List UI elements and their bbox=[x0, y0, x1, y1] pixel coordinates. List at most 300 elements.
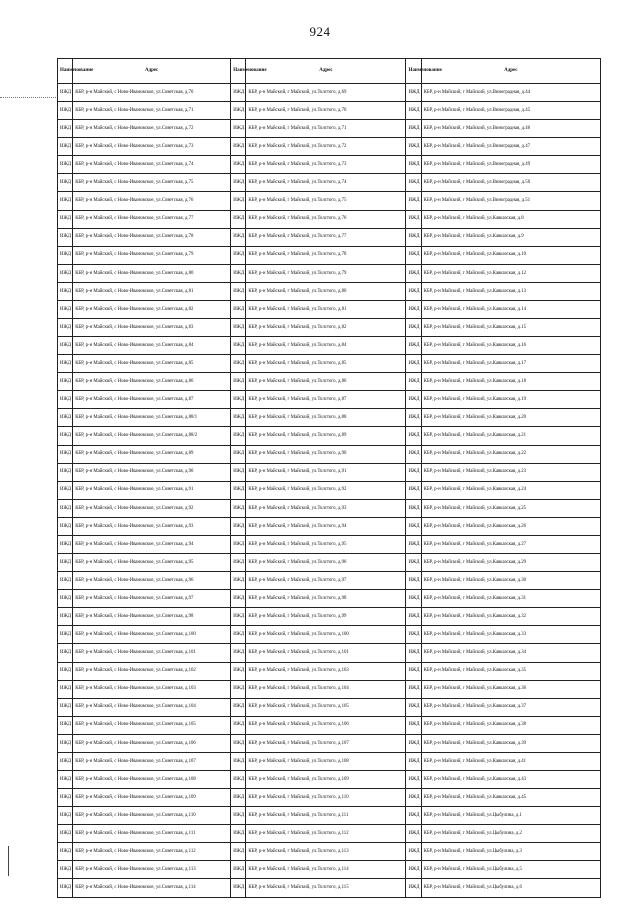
table-row bbox=[58, 427, 601, 445]
table-row bbox=[58, 535, 601, 553]
cell-type: ИЖД bbox=[406, 770, 421, 788]
cell-type: ИЖД bbox=[231, 644, 246, 662]
cell-type: ИЖД bbox=[406, 84, 421, 102]
cell-address: КБР, р-н Майский, г Майский, ул.Кавказская, д.26 bbox=[421, 517, 600, 535]
cell-type: ИЖД bbox=[231, 789, 246, 807]
cell-address: КБР, р-н Майский, с Ново-Ивановское, ул.Советская, д.90 bbox=[73, 463, 231, 481]
header-type-2: Наименование bbox=[231, 59, 246, 84]
cell-type: ИЖД bbox=[58, 716, 73, 734]
cell-address: КБР, р-н Майский, с Ново-Ивановское, ул.Советская, д.82 bbox=[73, 300, 231, 318]
cell-address: КБР, р-н Майский, с Ново-Ивановское, ул.Советская, д.79 bbox=[73, 246, 231, 264]
cell-type: ИЖД bbox=[406, 825, 421, 843]
cell-address: КБР, р-н Майский, г Майский, ул.Толстого, д.93 bbox=[246, 499, 406, 517]
cell-type: ИЖД bbox=[58, 499, 73, 517]
table-row bbox=[58, 680, 601, 698]
cell-address: КБР, р-н Майский, г Майский, ул.Толстого, д.112 bbox=[246, 825, 406, 843]
cell-type: ИЖД bbox=[231, 608, 246, 626]
cell-type: ИЖД bbox=[231, 300, 246, 318]
cell-address: КБР, р-н Майский, г Майский, ул.Толстого, д.71 bbox=[246, 120, 406, 138]
cell-address: КБР, р-н Майский, с Ново-Ивановское, ул.Советская, д.76 bbox=[73, 192, 231, 210]
cell-address: КБР, р-н Майский, г Майский, ул.Толстого, д.80 bbox=[246, 282, 406, 300]
cell-address: КБР, р-н Майский, г Майский, ул.Кавказская, д.8 bbox=[421, 210, 600, 228]
table-row bbox=[58, 192, 601, 210]
cell-address: КБР, р-н Майский, с Ново-Ивановское, ул.Советская, д.112 bbox=[73, 843, 231, 861]
cell-type: ИЖД bbox=[406, 300, 421, 318]
cell-address: КБР, р-н Майский, г Майский, ул.Цыбулина, д.1 bbox=[421, 807, 600, 825]
cell-address: КБР, р-н Майский, с Ново-Ивановское, ул.Советская, д.94 bbox=[73, 535, 231, 553]
cell-type: ИЖД bbox=[58, 879, 73, 898]
cell-address: КБР, р-н Майский, г Майский, ул.Толстого, д.105 bbox=[246, 698, 406, 716]
cell-address: КБР, р-н Майский, с Ново-Ивановское, ул.Советская, д.81 bbox=[73, 282, 231, 300]
cell-type: ИЖД bbox=[231, 752, 246, 770]
cell-address: КБР, р-н Майский, с Ново-Ивановское, ул.Советская, д.83 bbox=[73, 319, 231, 337]
cell-type: ИЖД bbox=[231, 572, 246, 590]
table-body bbox=[58, 84, 601, 898]
cell-type: ИЖД bbox=[58, 554, 73, 572]
cell-type: ИЖД bbox=[231, 499, 246, 517]
cell-type: ИЖД bbox=[231, 698, 246, 716]
table-row bbox=[58, 481, 601, 499]
cell-type: ИЖД bbox=[406, 572, 421, 590]
cell-address: КБР, р-н Майский, г Майский, ул.Толстого, д.91 bbox=[246, 463, 406, 481]
table-row bbox=[58, 391, 601, 409]
cell-type: ИЖД bbox=[231, 138, 246, 156]
cell-type: ИЖД bbox=[406, 427, 421, 445]
cell-address: КБР, р-н Майский, г Майский, ул.Толстого, д.97 bbox=[246, 572, 406, 590]
cell-type: ИЖД bbox=[58, 192, 73, 210]
cell-type: ИЖД bbox=[406, 698, 421, 716]
cell-type: ИЖД bbox=[231, 282, 246, 300]
table-row bbox=[58, 409, 601, 427]
table-row bbox=[58, 608, 601, 626]
cell-type: ИЖД bbox=[406, 590, 421, 608]
cell-address: КБР, р-н Майский, г Майский, ул.Толстого, д.79 bbox=[246, 264, 406, 282]
cell-type: ИЖД bbox=[58, 825, 73, 843]
cell-address: КБР, р-н Майский, с Ново-Ивановское, ул.Советская, д.70 bbox=[73, 84, 231, 102]
cell-address: КБР, р-н Майский, с Ново-Ивановское, ул.Советская, д.101 bbox=[73, 644, 231, 662]
cell-address: КБР, р-н Майский, г Майский, ул.Кавказская, д.39 bbox=[421, 734, 600, 752]
cell-type: ИЖД bbox=[231, 517, 246, 535]
cell-address: КБР, р-н Майский, г Майский, ул.Толстого, д.106 bbox=[246, 716, 406, 734]
cell-type: ИЖД bbox=[58, 481, 73, 499]
cell-address: КБР, р-н Майский, г Майский, ул.Виноградная, д.44 bbox=[421, 84, 600, 102]
cell-type: ИЖД bbox=[58, 228, 73, 246]
cell-address: КБР, р-н Майский, г Майский, ул.Кавказская, д.25 bbox=[421, 499, 600, 517]
table-row bbox=[58, 319, 601, 337]
cell-type: ИЖД bbox=[231, 210, 246, 228]
cell-type: ИЖД bbox=[406, 463, 421, 481]
table-row bbox=[58, 373, 601, 391]
cell-address: КБР, р-н Майский, г Майский, ул.Толстого, д.84 bbox=[246, 337, 406, 355]
cell-address: КБР, р-н Майский, г Майский, ул.Цыбулина, д.3 bbox=[421, 843, 600, 861]
table-row bbox=[58, 734, 601, 752]
cell-address: КБР, р-н Майский, г Майский, ул.Кавказская, д.9 bbox=[421, 228, 600, 246]
cell-type: ИЖД bbox=[406, 355, 421, 373]
cell-address: КБР, р-н Майский, г Майский, ул.Толстого, д.78 bbox=[246, 246, 406, 264]
cell-address: КБР, р-н Майский, с Ново-Ивановское, ул.Советская, д.111 bbox=[73, 825, 231, 843]
cell-address: КБР, р-н Майский, г Майский, ул.Виноградная, д.46 bbox=[421, 120, 600, 138]
cell-address: КБР, р-н Майский, г Майский, ул.Толстого, д.100 bbox=[246, 626, 406, 644]
cell-address: КБР, р-н Майский, с Ново-Ивановское, ул.Советская, д.113 bbox=[73, 861, 231, 879]
cell-type: ИЖД bbox=[58, 644, 73, 662]
header-type-3: Наименование bbox=[406, 59, 421, 84]
cell-type: ИЖД bbox=[58, 752, 73, 770]
cell-type: ИЖД bbox=[58, 535, 73, 553]
cell-type: ИЖД bbox=[406, 843, 421, 861]
cell-type: ИЖД bbox=[406, 554, 421, 572]
cell-type: ИЖД bbox=[231, 626, 246, 644]
cell-type: ИЖД bbox=[231, 463, 246, 481]
cell-address: КБР, р-н Майский, с Ново-Ивановское, ул.Советская, д.103 bbox=[73, 680, 231, 698]
cell-type: ИЖД bbox=[231, 192, 246, 210]
cell-type: ИЖД bbox=[231, 879, 246, 898]
cell-type: ИЖД bbox=[406, 626, 421, 644]
cell-type: ИЖД bbox=[406, 752, 421, 770]
table-row bbox=[58, 662, 601, 680]
cell-type: ИЖД bbox=[231, 590, 246, 608]
cell-type: ИЖД bbox=[58, 138, 73, 156]
cell-type: ИЖД bbox=[406, 192, 421, 210]
cell-address: КБР, р-н Майский, г Майский, ул.Толстого, д.101 bbox=[246, 644, 406, 662]
cell-address: КБР, р-н Майский, г Майский, ул.Кавказская, д.23 bbox=[421, 463, 600, 481]
cell-type: ИЖД bbox=[406, 156, 421, 174]
cell-type: ИЖД bbox=[58, 861, 73, 879]
table-row bbox=[58, 228, 601, 246]
cell-type: ИЖД bbox=[406, 481, 421, 499]
cell-address: КБР, р-н Майский, г Майский, ул.Толстого, д.76 bbox=[246, 210, 406, 228]
cell-type: ИЖД bbox=[406, 138, 421, 156]
header-type-1: Наименование bbox=[58, 59, 73, 84]
cell-type: ИЖД bbox=[231, 662, 246, 680]
cell-address: КБР, р-н Майский, с Ново-Ивановское, ул.Советская, д.96 bbox=[73, 572, 231, 590]
table-row bbox=[58, 156, 601, 174]
cell-address: КБР, р-н Майский, с Ново-Ивановское, ул.Советская, д.80 bbox=[73, 264, 231, 282]
table-row bbox=[58, 716, 601, 734]
cell-address: КБР, р-н Майский, г Майский, ул.Кавказская, д.32 bbox=[421, 608, 600, 626]
cell-address: КБР, р-н Майский, г Майский, ул.Толстого, д.82 bbox=[246, 319, 406, 337]
cell-type: ИЖД bbox=[231, 84, 246, 102]
cell-type: ИЖД bbox=[406, 264, 421, 282]
cell-address: КБР, р-н Майский, г Майский, ул.Кавказская, д.30 bbox=[421, 572, 600, 590]
cell-type: ИЖД bbox=[231, 246, 246, 264]
cell-address: КБР, р-н Майский, г Майский, ул.Кавказская, д.16 bbox=[421, 337, 600, 355]
cell-address: КБР, р-н Майский, г Майский, ул.Кавказская, д.35 bbox=[421, 662, 600, 680]
cell-type: ИЖД bbox=[58, 409, 73, 427]
cell-type: ИЖД bbox=[231, 120, 246, 138]
margin-scan-mark bbox=[8, 846, 9, 876]
address-registry-table bbox=[57, 58, 601, 898]
cell-type: ИЖД bbox=[58, 572, 73, 590]
cell-address: КБР, р-н Майский, г Майский, ул.Кавказская, д.43 bbox=[421, 770, 600, 788]
table-header-row bbox=[58, 59, 601, 84]
cell-address: КБР, р-н Майский, с Ново-Ивановское, ул.Советская, д.87 bbox=[73, 391, 231, 409]
cell-address: КБР, р-н Майский, с Ново-Ивановское, ул.Советская, д.88/1 bbox=[73, 409, 231, 427]
cell-address: КБР, р-н Майский, г Майский, ул.Толстого, д.98 bbox=[246, 590, 406, 608]
cell-address: КБР, р-н Майский, с Ново-Ивановское, ул.Советская, д.97 bbox=[73, 590, 231, 608]
cell-address: КБР, р-н Майский, г Майский, ул.Толстого, д.114 bbox=[246, 861, 406, 879]
cell-type: ИЖД bbox=[58, 427, 73, 445]
cell-type: ИЖД bbox=[231, 102, 246, 120]
cell-type: ИЖД bbox=[58, 608, 73, 626]
cell-address: КБР, р-н Майский, с Ново-Ивановское, ул.Советская, д.88/2 bbox=[73, 427, 231, 445]
cell-type: ИЖД bbox=[231, 843, 246, 861]
cell-type: ИЖД bbox=[231, 445, 246, 463]
table-row bbox=[58, 789, 601, 807]
cell-type: ИЖД bbox=[231, 770, 246, 788]
cell-address: КБР, р-н Майский, с Ново-Ивановское, ул.Советская, д.105 bbox=[73, 716, 231, 734]
cell-address: КБР, р-н Майский, г Майский, ул.Кавказская, д.18 bbox=[421, 373, 600, 391]
cell-type: ИЖД bbox=[58, 590, 73, 608]
cell-address: КБР, р-н Майский, г Майский, ул.Кавказская, д.10 bbox=[421, 246, 600, 264]
cell-type: ИЖД bbox=[406, 409, 421, 427]
cell-type: ИЖД bbox=[58, 120, 73, 138]
cell-type: ИЖД bbox=[58, 843, 73, 861]
cell-address: КБР, р-н Майский, г Майский, ул.Цыбулина, д.5 bbox=[421, 861, 600, 879]
cell-address: КБР, р-н Майский, г Майский, ул.Толстого, д.90 bbox=[246, 445, 406, 463]
cell-type: ИЖД bbox=[58, 355, 73, 373]
cell-address: КБР, р-н Майский, г Майский, ул.Кавказская, д.27 bbox=[421, 535, 600, 553]
cell-type: ИЖД bbox=[406, 337, 421, 355]
cell-address: КБР, р-н Майский, г Майский, ул.Толстого, д.75 bbox=[246, 192, 406, 210]
cell-type: ИЖД bbox=[406, 879, 421, 898]
cell-address: КБР, р-н Майский, с Ново-Ивановское, ул.Советская, д.95 bbox=[73, 554, 231, 572]
cell-address: КБР, р-н Майский, г Майский, ул.Толстого, д.86 bbox=[246, 373, 406, 391]
cell-address: КБР, р-н Майский, г Майский, ул.Кавказская, д.45 bbox=[421, 789, 600, 807]
cell-type: ИЖД bbox=[231, 807, 246, 825]
cell-address: КБР, р-н Майский, г Майский, ул.Толстого, д.107 bbox=[246, 734, 406, 752]
cell-address: КБР, р-н Майский, с Ново-Ивановское, ул.Советская, д.109 bbox=[73, 789, 231, 807]
cell-type: ИЖД bbox=[231, 734, 246, 752]
table-row bbox=[58, 590, 601, 608]
cell-type: ИЖД bbox=[406, 861, 421, 879]
cell-address: КБР, р-н Майский, г Майский, ул.Кавказская, д.41 bbox=[421, 752, 600, 770]
cell-address: КБР, р-н Майский, г Майский, ул.Кавказская, д.13 bbox=[421, 282, 600, 300]
cell-type: ИЖД bbox=[58, 84, 73, 102]
cell-type: ИЖД bbox=[58, 282, 73, 300]
cell-address: КБР, р-н Майский, с Ново-Ивановское, ул.Советская, д.107 bbox=[73, 752, 231, 770]
cell-address: КБР, р-н Майский, г Майский, ул.Кавказская, д.22 bbox=[421, 445, 600, 463]
table-row bbox=[58, 463, 601, 481]
cell-address: КБР, р-н Майский, г Майский, ул.Толстого, д.85 bbox=[246, 355, 406, 373]
cell-address: КБР, р-н Майский, с Ново-Ивановское, ул.Советская, д.72 bbox=[73, 120, 231, 138]
cell-address: КБР, р-н Майский, г Майский, ул.Толстого, д.96 bbox=[246, 554, 406, 572]
cell-type: ИЖД bbox=[406, 662, 421, 680]
cell-address: КБР, р-н Майский, с Ново-Ивановское, ул.Советская, д.104 bbox=[73, 698, 231, 716]
cell-type: ИЖД bbox=[231, 409, 246, 427]
table-row bbox=[58, 517, 601, 535]
cell-address: КБР, р-н Майский, г Майский, ул.Толстого, д.113 bbox=[246, 843, 406, 861]
cell-type: ИЖД bbox=[231, 319, 246, 337]
cell-address: КБР, р-н Майский, г Майский, ул.Кавказская, д.15 bbox=[421, 319, 600, 337]
cell-type: ИЖД bbox=[406, 228, 421, 246]
cell-type: ИЖД bbox=[231, 337, 246, 355]
cell-type: ИЖД bbox=[231, 716, 246, 734]
table-row bbox=[58, 644, 601, 662]
cell-address: КБР, р-н Майский, с Ново-Ивановское, ул.Советская, д.73 bbox=[73, 138, 231, 156]
cell-type: ИЖД bbox=[231, 825, 246, 843]
margin-dotted-line bbox=[0, 97, 56, 98]
cell-type: ИЖД bbox=[231, 373, 246, 391]
cell-type: ИЖД bbox=[58, 517, 73, 535]
table-row bbox=[58, 843, 601, 861]
cell-address: КБР, р-н Майский, с Ново-Ивановское, ул.Советская, д.71 bbox=[73, 102, 231, 120]
cell-address: КБР, р-н Майский, с Ново-Ивановское, ул.Советская, д.89 bbox=[73, 445, 231, 463]
table-row bbox=[58, 626, 601, 644]
cell-address: КБР, р-н Майский, с Ново-Ивановское, ул.Советская, д.108 bbox=[73, 770, 231, 788]
cell-address: КБР, р-н Майский, г Майский, ул.Кавказская, д.12 bbox=[421, 264, 600, 282]
cell-address: КБР, р-н Майский, г Майский, ул.Толстого, д.104 bbox=[246, 680, 406, 698]
table-row bbox=[58, 174, 601, 192]
table-row bbox=[58, 264, 601, 282]
cell-type: ИЖД bbox=[406, 716, 421, 734]
cell-address: КБР, р-н Майский, г Майский, ул.Кавказская, д.17 bbox=[421, 355, 600, 373]
cell-type: ИЖД bbox=[58, 102, 73, 120]
cell-type: ИЖД bbox=[58, 319, 73, 337]
cell-type: ИЖД bbox=[406, 517, 421, 535]
header-address-2: Адрес bbox=[246, 59, 406, 84]
table-row bbox=[58, 752, 601, 770]
cell-address: КБР, р-н Майский, г Майский, ул.Виноградная, д.47 bbox=[421, 138, 600, 156]
cell-type: ИЖД bbox=[406, 644, 421, 662]
cell-address: КБР, р-н Майский, г Майский, ул.Кавказская, д.24 bbox=[421, 481, 600, 499]
cell-address: КБР, р-н Майский, с Ново-Ивановское, ул.Советская, д.100 bbox=[73, 626, 231, 644]
cell-type: ИЖД bbox=[58, 734, 73, 752]
cell-address: КБР, р-н Майский, с Ново-Ивановское, ул.Советская, д.93 bbox=[73, 517, 231, 535]
table-row bbox=[58, 138, 601, 156]
cell-address: КБР, р-н Майский, с Ново-Ивановское, ул.Советская, д.92 bbox=[73, 499, 231, 517]
cell-type: ИЖД bbox=[58, 391, 73, 409]
cell-address: КБР, р-н Майский, г Майский, ул.Толстого, д.110 bbox=[246, 789, 406, 807]
cell-type: ИЖД bbox=[58, 770, 73, 788]
cell-type: ИЖД bbox=[231, 174, 246, 192]
cell-address: КБР, р-н Майский, г Майский, ул.Кавказская, д.33 bbox=[421, 626, 600, 644]
cell-address: КБР, р-н Майский, г Майский, ул.Кавказская, д.36 bbox=[421, 680, 600, 698]
cell-address: КБР, р-н Майский, г Майский, ул.Толстого, д.111 bbox=[246, 807, 406, 825]
cell-type: ИЖД bbox=[406, 608, 421, 626]
table-row bbox=[58, 120, 601, 138]
cell-type: ИЖД bbox=[406, 680, 421, 698]
cell-address: КБР, р-н Майский, с Ново-Ивановское, ул.Советская, д.110 bbox=[73, 807, 231, 825]
cell-type: ИЖД bbox=[406, 807, 421, 825]
cell-type: ИЖД bbox=[58, 210, 73, 228]
cell-address: КБР, р-н Майский, г Майский, ул.Толстого, д.74 bbox=[246, 174, 406, 192]
cell-type: ИЖД bbox=[406, 789, 421, 807]
cell-address: КБР, р-н Майский, с Ново-Ивановское, ул.Советская, д.85 bbox=[73, 355, 231, 373]
table-row bbox=[58, 698, 601, 716]
table-row bbox=[58, 807, 601, 825]
cell-type: ИЖД bbox=[406, 210, 421, 228]
table-row bbox=[58, 282, 601, 300]
cell-address: КБР, р-н Майский, г Майский, ул.Толстого, д.95 bbox=[246, 535, 406, 553]
cell-address: КБР, р-н Майский, г Майский, ул.Толстого, д.87 bbox=[246, 391, 406, 409]
table-row bbox=[58, 246, 601, 264]
cell-address: КБР, р-н Майский, г Майский, ул.Цыбулина, д.6 bbox=[421, 879, 600, 898]
cell-address: КБР, р-н Майский, г Майский, ул.Кавказская, д.38 bbox=[421, 716, 600, 734]
cell-type: ИЖД bbox=[406, 174, 421, 192]
cell-address: КБР, р-н Майский, г Майский, ул.Толстого, д.72 bbox=[246, 138, 406, 156]
cell-type: ИЖД bbox=[406, 535, 421, 553]
cell-type: ИЖД bbox=[58, 698, 73, 716]
cell-address: КБР, р-н Майский, с Ново-Ивановское, ул.Советская, д.74 bbox=[73, 156, 231, 174]
table-row bbox=[58, 102, 601, 120]
cell-address: КБР, р-н Майский, г Майский, ул.Толстого, д.77 bbox=[246, 228, 406, 246]
cell-type: ИЖД bbox=[58, 789, 73, 807]
table-row bbox=[58, 879, 601, 898]
table-row bbox=[58, 554, 601, 572]
cell-type: ИЖД bbox=[406, 246, 421, 264]
cell-address: КБР, р-н Майский, г Майский, ул.Цыбулина, д.2 bbox=[421, 825, 600, 843]
cell-type: ИЖД bbox=[406, 734, 421, 752]
table-row bbox=[58, 825, 601, 843]
cell-address: КБР, р-н Майский, с Ново-Ивановское, ул.Советская, д.86 bbox=[73, 373, 231, 391]
cell-type: ИЖД bbox=[58, 174, 73, 192]
cell-type: ИЖД bbox=[406, 282, 421, 300]
cell-address: КБР, р-н Майский, г Майский, ул.Кавказская, д.14 bbox=[421, 300, 600, 318]
cell-address: КБР, р-н Майский, с Ново-Ивановское, ул.Советская, д.77 bbox=[73, 210, 231, 228]
cell-address: КБР, р-н Майский, с Ново-Ивановское, ул.Советская, д.84 bbox=[73, 337, 231, 355]
cell-type: ИЖД bbox=[231, 427, 246, 445]
table-row bbox=[58, 355, 601, 373]
table-row bbox=[58, 300, 601, 318]
cell-address: КБР, р-н Майский, г Майский, ул.Толстого, д.73 bbox=[246, 156, 406, 174]
cell-address: КБР, р-н Майский, г Майский, ул.Виноградная, д.50 bbox=[421, 174, 600, 192]
cell-address: КБР, р-н Майский, г Майский, ул.Толстого, д.94 bbox=[246, 517, 406, 535]
table-row bbox=[58, 210, 601, 228]
cell-address: КБР, р-н Майский, с Ново-Ивановское, ул.Советская, д.91 bbox=[73, 481, 231, 499]
cell-address: КБР, р-н Майский, г Майский, ул.Толстого, д.81 bbox=[246, 300, 406, 318]
cell-type: ИЖД bbox=[231, 264, 246, 282]
cell-type: ИЖД bbox=[231, 554, 246, 572]
cell-address: КБР, р-н Майский, с Ново-Ивановское, ул.Советская, д.114 bbox=[73, 879, 231, 898]
cell-type: ИЖД bbox=[58, 463, 73, 481]
cell-address: КБР, р-н Майский, г Майский, ул.Кавказская, д.21 bbox=[421, 427, 600, 445]
cell-type: ИЖД bbox=[58, 680, 73, 698]
cell-type: ИЖД bbox=[58, 807, 73, 825]
cell-type: ИЖД bbox=[406, 391, 421, 409]
cell-type: ИЖД bbox=[231, 228, 246, 246]
cell-type: ИЖД bbox=[58, 300, 73, 318]
cell-type: ИЖД bbox=[406, 120, 421, 138]
cell-type: ИЖД bbox=[58, 445, 73, 463]
cell-address: КБР, р-н Майский, г Майский, ул.Кавказская, д.19 bbox=[421, 391, 600, 409]
cell-address: КБР, р-н Майский, с Ново-Ивановское, ул.Советская, д.78 bbox=[73, 228, 231, 246]
table-row bbox=[58, 84, 601, 102]
cell-type: ИЖД bbox=[406, 102, 421, 120]
cell-address: КБР, р-н Майский, с Ново-Ивановское, ул.Советская, д.106 bbox=[73, 734, 231, 752]
cell-type: ИЖД bbox=[231, 156, 246, 174]
cell-address: КБР, р-н Майский, г Майский, ул.Толстого, д.88 bbox=[246, 409, 406, 427]
cell-type: ИЖД bbox=[58, 337, 73, 355]
cell-address: КБР, р-н Майский, с Ново-Ивановское, ул.Советская, д.98 bbox=[73, 608, 231, 626]
cell-address: КБР, р-н Майский, г Майский, ул.Кавказская, д.37 bbox=[421, 698, 600, 716]
cell-type: ИЖД bbox=[58, 626, 73, 644]
cell-type: ИЖД bbox=[231, 391, 246, 409]
cell-type: ИЖД bbox=[231, 861, 246, 879]
cell-address: КБР, р-н Майский, г Майский, ул.Толстого, д.89 bbox=[246, 427, 406, 445]
cell-address: КБР, р-н Майский, г Майский, ул.Толстого, д.92 bbox=[246, 481, 406, 499]
header-address-1: Адрес bbox=[73, 59, 231, 84]
table-row bbox=[58, 337, 601, 355]
page-number: 924 bbox=[309, 24, 331, 39]
cell-type: ИЖД bbox=[58, 264, 73, 282]
cell-address: КБР, р-н Майский, г Майский, ул.Кавказская, д.34 bbox=[421, 644, 600, 662]
cell-address: КБР, р-н Майский, г Майский, ул.Кавказская, д.31 bbox=[421, 590, 600, 608]
cell-address: КБР, р-н Майский, г Майский, ул.Толстого, д.115 bbox=[246, 879, 406, 898]
cell-address: КБР, р-н Майский, г Майский, ул.Толстого, д.69 bbox=[246, 84, 406, 102]
cell-address: КБР, р-н Майский, с Ново-Ивановское, ул.Советская, д.102 bbox=[73, 662, 231, 680]
cell-type: ИЖД bbox=[231, 355, 246, 373]
table-row bbox=[58, 572, 601, 590]
